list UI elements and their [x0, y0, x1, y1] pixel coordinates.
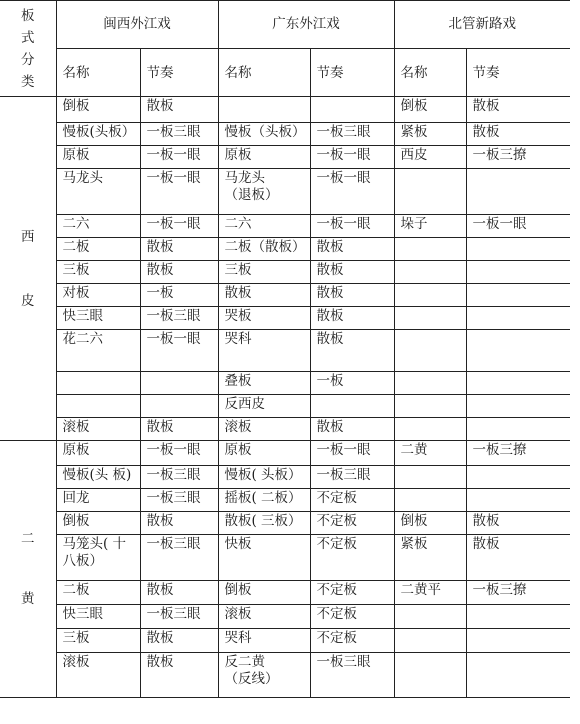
cell-beiguan-name [394, 330, 466, 372]
cell-guangdong-rhythm: 散板 [310, 330, 394, 372]
xipi-row [0, 418, 570, 441]
cell-guangdong-rhythm: 散板 [310, 261, 394, 284]
cell-beiguan-name [394, 372, 466, 395]
cell-minxi-name: 三板 [56, 629, 140, 653]
cell-guangdong-name: 倒板 [218, 581, 310, 605]
cell-minxi-rhythm: 一板三眼 [140, 489, 218, 512]
cell-guangdong-rhythm: 一板一眼 [310, 169, 394, 215]
cell-beiguan-rhythm [466, 605, 570, 629]
cell-guangdong-rhythm: 散板 [310, 284, 394, 307]
cell-beiguan-rhythm [466, 629, 570, 653]
cell-beiguan-name [394, 395, 466, 418]
rhythm-header: 节奏 [140, 49, 218, 97]
cell-guangdong-name: 二板（散板） [218, 238, 310, 261]
cell-guangdong-rhythm: 散板 [310, 238, 394, 261]
cell-minxi-rhythm: 散板 [140, 629, 218, 653]
cell-minxi-name: 原板 [56, 441, 140, 466]
xipi-row [0, 395, 570, 418]
xipi-row [0, 330, 570, 372]
cell-minxi-rhythm: 一板三眼 [140, 466, 218, 489]
cell-minxi-name: 二六 [56, 215, 140, 238]
xipi-category-label: 西 皮 [0, 97, 56, 441]
erhuang-row [0, 441, 570, 466]
cell-minxi-name: 倒板 [56, 512, 140, 535]
cell-beiguan-rhythm [466, 169, 570, 215]
xipi-row [0, 307, 570, 330]
cell-minxi-rhythm: 散板 [140, 261, 218, 284]
cell-beiguan-rhythm: 散板 [466, 512, 570, 535]
cell-beiguan-rhythm [466, 330, 570, 372]
name-header: 名称 [56, 49, 140, 97]
cell-guangdong-rhythm: 散板 [310, 307, 394, 330]
cell-guangdong-rhythm: 不定板 [310, 489, 394, 512]
cell-minxi-name: 快三眼 [56, 605, 140, 629]
erhuang-row [0, 605, 570, 629]
cell-minxi-rhythm: 散板 [140, 238, 218, 261]
cell-minxi-name: 慢板(头 板) [56, 466, 140, 489]
cell-guangdong-rhythm: 一板三眼 [310, 123, 394, 146]
erhuang-row [0, 466, 570, 489]
xipi-row [0, 261, 570, 284]
cell-minxi-name: 原板 [56, 146, 140, 169]
cell-guangdong-name: 反二黄 （反线） [218, 653, 310, 698]
cell-guangdong-rhythm: 不定板 [310, 581, 394, 605]
cell-minxi-rhythm [140, 395, 218, 418]
cell-minxi-rhythm [140, 372, 218, 395]
cell-minxi-rhythm: 一板一眼 [140, 146, 218, 169]
cell-minxi-name: 马龙头 [56, 169, 140, 215]
cell-guangdong-name: 马龙头 （退板） [218, 169, 310, 215]
cell-minxi-name: 滚板 [56, 653, 140, 698]
cell-minxi-rhythm: 一板三眼 [140, 307, 218, 330]
cell-minxi-name: 快三眼 [56, 307, 140, 330]
erhuang-row [0, 653, 570, 698]
cell-guangdong-rhythm: 一板三眼 [310, 466, 394, 489]
cell-beiguan-name [394, 284, 466, 307]
cell-guangdong-rhythm: 不定板 [310, 535, 394, 581]
cell-minxi-rhythm: 散板 [140, 97, 218, 123]
cell-beiguan-name: 西皮 [394, 146, 466, 169]
cell-guangdong-name: 滚板 [218, 605, 310, 629]
cell-beiguan-name: 倒板 [394, 512, 466, 535]
cell-minxi-rhythm: 一板三眼 [140, 535, 218, 581]
cell-beiguan-name [394, 489, 466, 512]
name-header: 名称 [394, 49, 466, 97]
cell-guangdong-rhythm: 一板一眼 [310, 215, 394, 238]
cell-beiguan-rhythm [466, 372, 570, 395]
cell-beiguan-name: 紧板 [394, 123, 466, 146]
cell-minxi-rhythm: 一板三眼 [140, 123, 218, 146]
cell-guangdong-name: 散板( 三板） [218, 512, 310, 535]
xipi-row [0, 146, 570, 169]
erhuang-row [0, 535, 570, 581]
cell-minxi-name [56, 372, 140, 395]
erhuang-row [0, 581, 570, 605]
cell-beiguan-name: 紧板 [394, 535, 466, 581]
cell-minxi-name: 三板 [56, 261, 140, 284]
cell-guangdong-name: 散板 [218, 284, 310, 307]
group-header-guangdong: 广东外江戏 [218, 1, 394, 49]
xipi-row [0, 169, 570, 215]
cell-beiguan-name: 倒板 [394, 97, 466, 123]
cell-minxi-name: 二板 [56, 238, 140, 261]
cell-guangdong-rhythm [310, 97, 394, 123]
cell-guangdong-name: 摇板( 二板） [218, 489, 310, 512]
cell-guangdong-rhythm: 一板一眼 [310, 146, 394, 169]
cell-minxi-name: 花二六 [56, 330, 140, 372]
cell-guangdong-name [218, 97, 310, 123]
cell-guangdong-rhythm: 散板 [310, 418, 394, 441]
xipi-row [0, 372, 570, 395]
cell-beiguan-name [394, 653, 466, 698]
cell-beiguan-name: 二黄平 [394, 581, 466, 605]
cell-guangdong-rhythm: 不定板 [310, 605, 394, 629]
cell-guangdong-name: 原板 [218, 441, 310, 466]
xipi-row [0, 123, 570, 146]
cell-minxi-name: 倒板 [56, 97, 140, 123]
cell-beiguan-name [394, 307, 466, 330]
cell-beiguan-rhythm: 散板 [466, 535, 570, 581]
cell-beiguan-rhythm: 一板三撩 [466, 146, 570, 169]
cell-guangdong-rhythm: 一板一眼 [310, 441, 394, 466]
cell-beiguan-name [394, 418, 466, 441]
erhuang-row [0, 629, 570, 653]
cell-beiguan-name [394, 238, 466, 261]
cell-beiguan-rhythm [466, 653, 570, 698]
cell-minxi-name: 慢板(头板） [56, 123, 140, 146]
cell-guangdong-name: 哭板 [218, 307, 310, 330]
cell-beiguan-name: 垛子 [394, 215, 466, 238]
cell-guangdong-name: 哭科 [218, 330, 310, 372]
cell-beiguan-rhythm: 散板 [466, 123, 570, 146]
name-header: 名称 [218, 49, 310, 97]
cell-guangdong-name: 原板 [218, 146, 310, 169]
cell-minxi-rhythm: 一板一眼 [140, 215, 218, 238]
cell-minxi-rhythm: 一板三眼 [140, 605, 218, 629]
rhythm-header: 节奏 [466, 49, 570, 97]
cell-guangdong-name: 慢板（头板） [218, 123, 310, 146]
cell-beiguan-name: 二黄 [394, 441, 466, 466]
erhuang-row [0, 512, 570, 535]
cell-minxi-rhythm: 一板一眼 [140, 441, 218, 466]
cell-minxi-rhythm: 一板一眼 [140, 169, 218, 215]
cell-beiguan-name [394, 629, 466, 653]
cell-beiguan-name [394, 605, 466, 629]
cell-guangdong-rhythm: 不定板 [310, 512, 394, 535]
cell-beiguan-rhythm [466, 489, 570, 512]
cell-minxi-name [56, 395, 140, 418]
xipi-row [0, 215, 570, 238]
cell-minxi-rhythm: 一板 [140, 284, 218, 307]
erhuang-row [0, 489, 570, 512]
cell-guangdong-name: 二六 [218, 215, 310, 238]
cell-minxi-rhythm: 散板 [140, 653, 218, 698]
cell-beiguan-rhythm [466, 395, 570, 418]
cell-beiguan-rhythm: 一板一眼 [466, 215, 570, 238]
cell-guangdong-rhythm [310, 395, 394, 418]
cell-beiguan-name [394, 261, 466, 284]
cell-guangdong-name: 哭科 [218, 629, 310, 653]
cell-guangdong-name: 三板 [218, 261, 310, 284]
cell-minxi-name: 对板 [56, 284, 140, 307]
rhythm-header: 节奏 [310, 49, 394, 97]
cell-minxi-rhythm: 一板一眼 [140, 330, 218, 372]
xipi-row [0, 238, 570, 261]
cell-beiguan-rhythm: 散板 [466, 97, 570, 123]
cell-guangdong-rhythm: 不定板 [310, 629, 394, 653]
cell-beiguan-name [394, 466, 466, 489]
xipi-row [0, 284, 570, 307]
cell-minxi-name: 马笼头( 十八板） [56, 535, 140, 581]
cell-beiguan-rhythm: 一板三撩 [466, 581, 570, 605]
cell-beiguan-rhythm [466, 307, 570, 330]
cell-minxi-rhythm: 散板 [140, 512, 218, 535]
cell-beiguan-rhythm [466, 418, 570, 441]
cell-guangdong-rhythm: 一板 [310, 372, 394, 395]
cell-guangdong-name: 慢板( 头板） [218, 466, 310, 489]
cell-guangdong-name: 反西皮 [218, 395, 310, 418]
xipi-row [0, 97, 570, 123]
cell-beiguan-name [394, 169, 466, 215]
cell-guangdong-name: 叠板 [218, 372, 310, 395]
cell-beiguan-rhythm: 一板三撩 [466, 441, 570, 466]
cell-guangdong-name: 快板 [218, 535, 310, 581]
cell-beiguan-rhythm [466, 238, 570, 261]
classification-header: 板 式 分 类 [0, 1, 56, 97]
cell-minxi-rhythm: 散板 [140, 581, 218, 605]
cell-beiguan-rhythm [466, 466, 570, 489]
cell-guangdong-rhythm: 一板三眼 [310, 653, 394, 698]
cell-minxi-rhythm: 散板 [140, 418, 218, 441]
group-header-minxi: 闽西外江戏 [56, 1, 218, 49]
erhuang-category-label: 二 黄 [0, 441, 56, 698]
cell-guangdong-name: 滚板 [218, 418, 310, 441]
cell-minxi-name: 二板 [56, 581, 140, 605]
cell-beiguan-rhythm [466, 261, 570, 284]
group-header-beiguan: 北管新路戏 [394, 1, 570, 49]
cell-beiguan-rhythm [466, 284, 570, 307]
cell-minxi-name: 滚板 [56, 418, 140, 441]
cell-minxi-name: 回龙 [56, 489, 140, 512]
